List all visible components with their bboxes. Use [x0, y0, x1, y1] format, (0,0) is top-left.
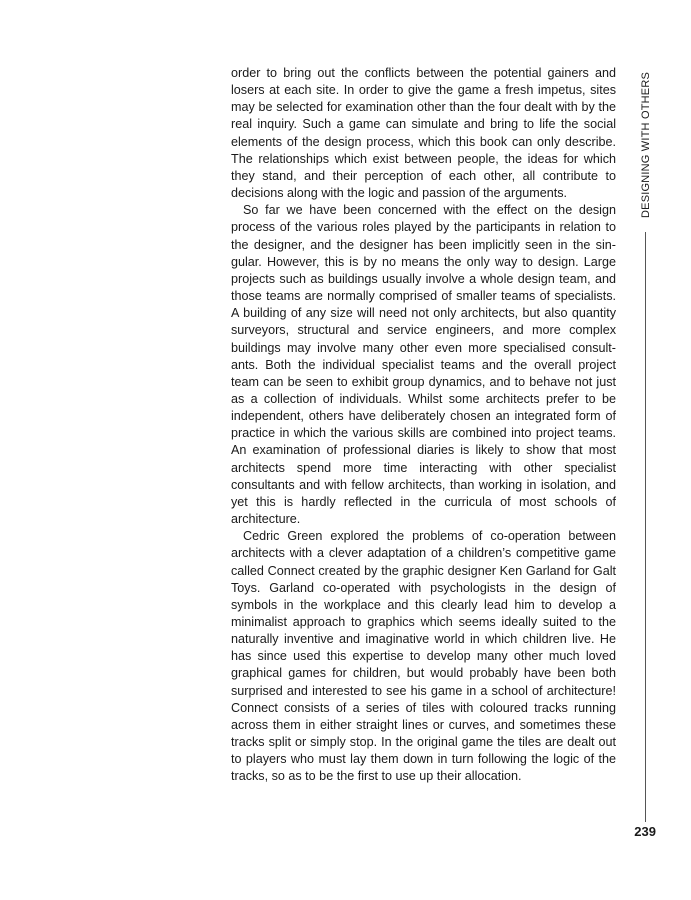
margin-rule: [645, 232, 646, 822]
body-text: [231, 65, 616, 786]
paragraph-3: Cedric Green explored the problems of co-operation between architects with a clever adaptation of a children’s competitive game called Connect created by the graphic designer Ken Garland for Galt Toys. Garland co-operated with psychologists in the design of symbols in the workplace and this clearly lead him to develop a minimalist approach to graphics which seems ideally suited to the naturally inventive and imaginative world in which children live. He has since used this expertise to develop many other much loved graphical games for children, but would probably have been both surprised and interested to see his game in a school of architecture! Connect consists of a series of tiles with coloured tracks running across them in either straight lines or curves, and sometimes these tracks split or simply stop. In the original game the tiles are dealt out to players who must lay them down in turn following the logic of the tracks, so as to be the first to use up their allocation.: [231, 529, 616, 784]
page-number: 239: [634, 824, 656, 839]
paragraph-1: order to bring out the conflicts between the potential gainers and losers at each site. In order to give the game a fresh impetus, sites may be selected for examination other than the four dealt with by the real inquiry. Such a game can simulate and bring to life the social elements of the design process, which this book can only describe. The relationships which exist between people, the ideas for which they stand, and their perception of each other, all contribute to decisions along with the logic and passion of the arguments.: [231, 66, 616, 201]
running-head: [634, 68, 658, 218]
running-head-text: DESIGNING WITH OTHERS: [640, 72, 652, 218]
paragraph-2: So far we have been concerned with the effect on the design process of the various roles played by the participants in relation to the designer, and the designer has been implicitly seen in the singular. However, this is by no means the only way to design. Large projects such as buildings usually involve a whole design team, and those teams are normally comprised of smaller teams of specialists. A building of any size will need not only architects, but also quantity surveyors, structural and service engineers, and more complex buildings may involve many other even more specialised consultants. Both the individual specialist teams and the overall project team can be seen to exhibit group dynamics, and to behave not just as a collection of individuals. Whilst some architects prefer to be independent, others have deliberately chosen an integrated form of practice in which the various skills are combined into project teams. An examination of professional diaries is likely to show that most architects spend more time interacting with other specialist consultants and with fellow architects, than working in isolation, and yet this is hardly reflected in the curricula of most schools of architecture.: [231, 203, 616, 527]
